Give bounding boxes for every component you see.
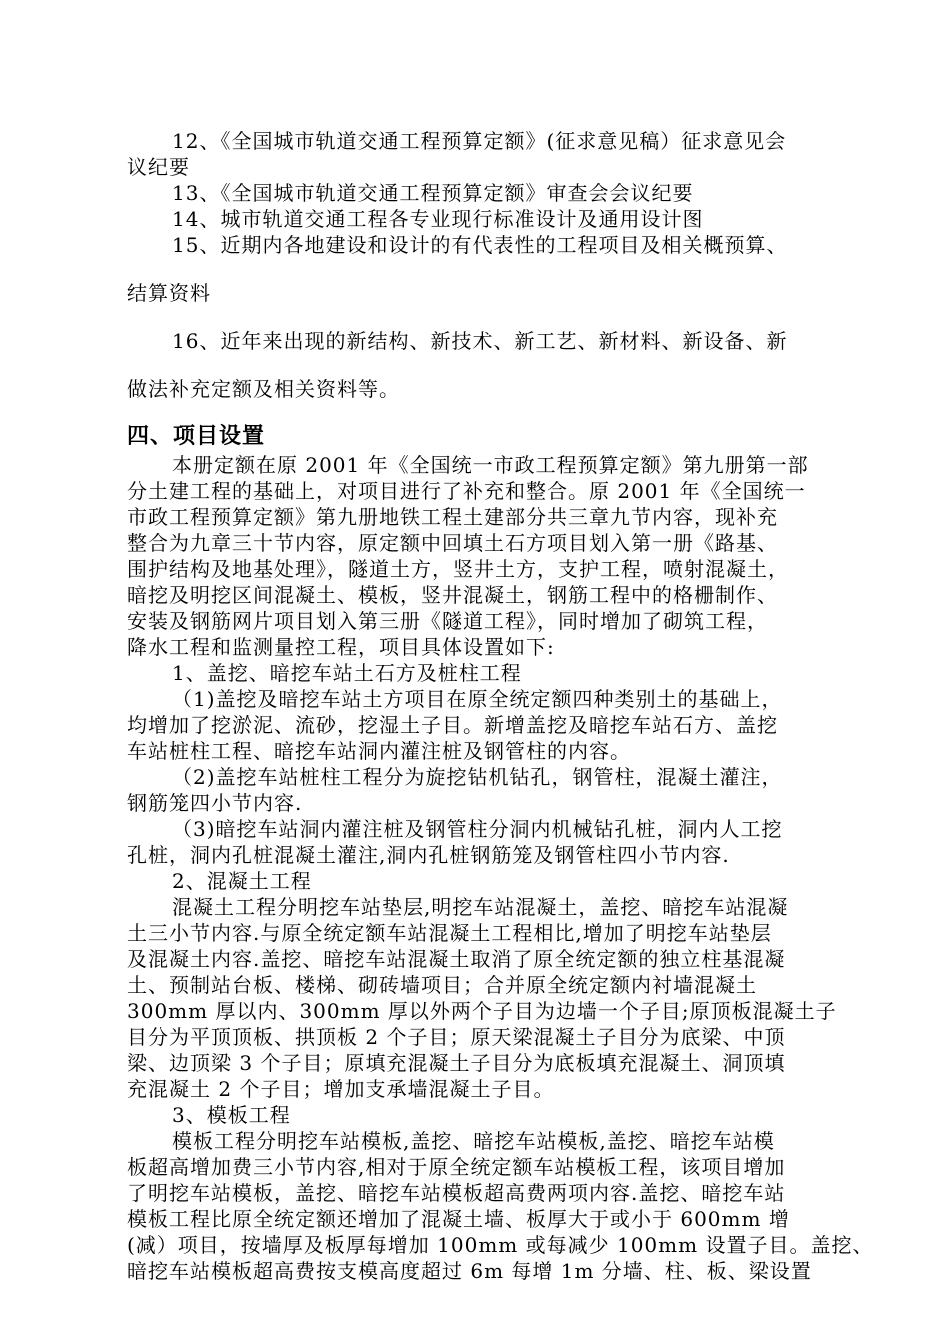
body-line: 充混凝土 2 个子目；增加支承墙混凝土子目。 [127,1077,555,1101]
body-line: 暗挖及明挖区间混凝土、模板，竖井混凝土，钢筋工程中的格栅制作、 [127,583,778,607]
reference-item-12: 12、《全国城市轨道交通工程预算定额》(征求意见稿）征求意见会 [172,129,787,153]
body-line: （3)暗挖车站洞内灌注桩及钢管柱分洞内机械钻孔桩，洞内人工挖 [172,817,783,841]
body-line: 及混凝土内容.盖挖、暗挖车站混凝土取消了原全统定额的独立柱基混凝 [127,947,786,971]
body-line: 了明挖车站模板，盖挖、暗挖车站模板超高费两项内容.盖挖、暗挖车站 [127,1181,786,1205]
reference-item-16-continued: 做法补充定额及相关资料等。 [127,377,400,401]
body-line: 降水工程和监测量控工程，项目具体设置如下: [127,635,555,659]
body-line: （1)盖挖及暗挖车站土方项目在原全统定额四种类别土的基础上， [172,687,783,711]
subsection-heading-1: 1、盖挖、暗挖车站土石方及桩柱工程 [172,661,522,685]
section-heading: 四、项目设置 [127,424,266,449]
subsection-heading-3: 3、模板工程 [172,1103,291,1127]
body-line: 钢筋笼四小节内容. [127,791,303,815]
body-line: 孔桩，洞内孔桩混凝土灌注,洞内孔桩钢筋笼及钢管柱四小节内容. [127,843,730,867]
body-line: 分土建工程的基础上，对项目进行了补充和整合。原 2001 年《全国统一 [127,479,806,503]
body-line: 围护结构及地基处理》，隧道土方，竖井土方，支护工程，喷射混凝土， [127,557,789,581]
body-line: （2)盖挖车站桩柱工程分为旋挖钻机钻孔，钢管柱，混凝土灌注， [172,765,783,789]
body-line: 模板工程分明挖车站模板,盖挖、暗挖车站模板,盖挖、暗挖车站模 [172,1129,775,1153]
body-line: 300mm 厚以内、300mm 厚以外两个子目为边墙一个子目;原顶板混凝土子 [127,999,837,1023]
body-line: 板超高增加费三小节内容,相对于原全统定额车站模板工程，该项目增加 [127,1155,786,1179]
body-line: (减）项目，按墙厚及板厚每增加 100mm 或每减少 100mm 设置子目。盖挖、 [127,1233,874,1257]
reference-item-13: 13、《全国城市轨道交通工程预算定额》审查会会议纪要 [172,181,694,205]
body-line: 土、预制站台板、楼梯、砌砖墙项目；合并原全统定额内衬墙混凝土 [127,973,757,997]
reference-item-12-continued: 议纪要 [127,155,190,179]
body-line: 暗挖车站模板超高费按支模高度超过 6m 每增 1m 分墙、柱、板、梁设置 [127,1259,812,1283]
reference-item-14: 14、城市轨道交通工程各专业现行标准设计及通用设计图 [172,207,704,231]
reference-item-16: 16、近年来出现的新结构、新技术、新工艺、新材料、新设备、新 [172,329,788,353]
body-line: 土三小节内容.与原全统定额车站混凝土工程相比,增加了明挖车站垫层 [127,921,772,945]
body-line: 梁、边顶梁 3 个子目；原填充混凝土子目分为底板填充混凝土、洞顶填 [127,1051,786,1075]
reference-item-15-continued: 结算资料 [127,281,211,305]
reference-item-15: 15、近期内各地建设和设计的有代表性的工程项目及相关概预算、 [172,233,788,257]
body-line: 整合为九章三十节内容，原定额中回填土石方项目划入第一册《路基、 [127,531,778,555]
body-line: 本册定额在原 2001 年《全国统一市政工程预算定额》第九册第一部 [172,453,809,477]
body-line: 均增加了挖淤泥、流砂，挖湿土子目。新增盖挖及暗挖车站石方、盖挖 [127,713,778,737]
body-line: 混凝土工程分明挖车站垫层,明挖车站混凝土，盖挖、暗挖车站混凝 [172,895,789,919]
subsection-heading-2: 2、混凝土工程 [172,869,312,893]
body-line: 目分为平顶顶板、拱顶板 2 个子目；原天梁混凝土子目分为底梁、中顶 [127,1025,786,1049]
body-line: 模板工程比原全统定额还增加了混凝土墙、板厚大于或小于 600mm 增 [127,1207,790,1231]
body-line: 车站桩柱工程、暗挖车站洞内灌注桩及钢管柱的内容。 [127,739,631,763]
body-line: 安装及钢筋网片项目划入第三册《隧道工程》，同时增加了砌筑工程， [127,609,768,633]
body-line: 市政工程预算定额》第九册地铁工程土建部分共三章九节内容，现补充 [127,505,778,529]
